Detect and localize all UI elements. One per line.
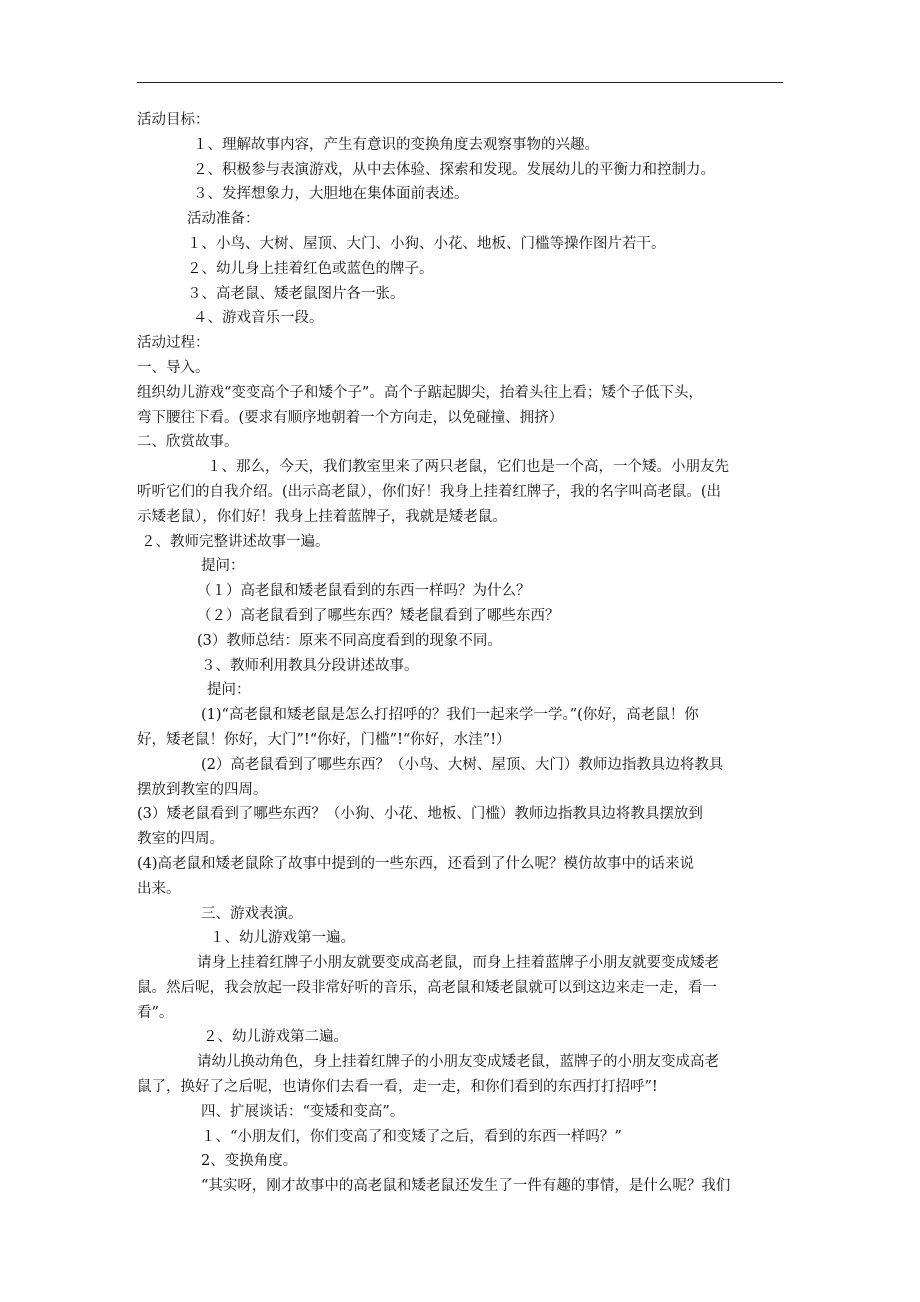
preparation-item: １、小鸟、大树、屋顶、大门、小狗、小花、地板、门槛等操作图片若干。 xyxy=(187,235,666,252)
preparation-item: ３、高老鼠、矮老鼠图片各一张。 xyxy=(187,285,405,302)
document-body xyxy=(137,108,787,1199)
paragraph-line: 看”。 xyxy=(137,1004,174,1021)
paragraph-line: 弯下腰往下看。(要求有顺序地朝着一个方向走，以免碰撞、拥挤） xyxy=(137,409,564,426)
paragraph-line: 示矮老鼠），你们好！我身上挂着蓝牌子，我就是矮老鼠。 xyxy=(137,508,507,525)
goal-item: ２、积极参与表演游戏，从中去体验、探索和发现。发展幼儿的平衡力和控制力。 xyxy=(193,161,715,178)
section-heading-goals: 活动目标： xyxy=(137,112,210,128)
step-heading: 三、游戏表演。 xyxy=(201,905,303,922)
paragraph-line: 请身上挂着红牌子小朋友就要变成高老鼠，而身上挂着蓝牌子小朋友就要变成矮老 xyxy=(197,955,719,972)
section-heading-preparation: 活动准备： xyxy=(187,211,260,228)
question-item: （２）高老鼠看到了哪些东西？矮老鼠看到了哪些东西？ xyxy=(197,607,560,624)
paragraph-line: ３、教师利用教具分段讲述故事。 xyxy=(201,657,419,674)
paragraph-line: １、那么，今天，我们教室里来了两只老鼠，它们也是一个高，一个矮。小朋友先 xyxy=(207,459,729,476)
question-item: （１）高老鼠和矮老鼠看到的东西一样吗？为什么？ xyxy=(197,583,531,600)
goal-item: ３、发挥想象力，大胆地在集体面前表述。 xyxy=(193,186,469,203)
paragraph-line: 好，矮老鼠！你好，大门”!“你好，门槛”!“你好，水洼”!） xyxy=(137,731,511,748)
goal-item: １、理解故事内容，产生有意识的变换角度去观察事物的兴趣。 xyxy=(193,136,599,153)
paragraph-line: 摆放到教室的四周。 xyxy=(137,781,268,798)
question-item: (2）高老鼠看到了哪些东西？（小鸟、大树、屋顶、大门）教师边指教具边将教具 xyxy=(201,756,724,773)
paragraph-line: ２、幼儿游戏第二遍。 xyxy=(203,1029,348,1046)
paragraph-line: １、幼儿游戏第一遍。 xyxy=(210,930,355,947)
preparation-item: ４、游戏音乐一段。 xyxy=(193,310,324,327)
paragraph-line: １、“小朋友们，你们变高了和变矮了之后，看到的东西一样吗？” xyxy=(201,1128,622,1145)
header-rule xyxy=(137,82,783,83)
paragraph-line: 请幼儿换动角色，身上挂着红牌子的小朋友变成矮老鼠，蓝牌子的小朋友变成高老 xyxy=(197,1054,719,1071)
paragraph-line: 出来。 xyxy=(137,880,181,897)
paragraph-line: 组织幼儿游戏“变变高个子和矮个子”。高个子踮起脚尖，抬着头往上看；矮个子低下头， xyxy=(137,384,703,401)
paragraph-line: “其实呀，刚才故事中的高老鼠和矮老鼠还发生了一件有趣的事情，是什么呢？我们 xyxy=(201,1178,731,1195)
paragraph-line: 2、变换角度。 xyxy=(201,1153,298,1170)
question-heading: 提问： xyxy=(201,558,245,575)
question-item: (3）矮老鼠看到了哪些东西？（小狗、小花、地板、门槛）教师边指教具边将教具摆放到 xyxy=(137,806,703,823)
section-heading-process: 活动过程： xyxy=(137,335,210,352)
step-heading: 二、欣赏故事。 xyxy=(137,434,239,451)
paragraph-line: 教室的四周。 xyxy=(137,831,224,848)
paragraph-line: 鼠。然后呢，我会放起一段非常好听的音乐，高老鼠和矮老鼠就可以到这边来走一走，看一 xyxy=(137,979,717,996)
question-item: (1)“高老鼠和矮老鼠是怎么打招呼的？我们一起来学一学。”(你好，高老鼠！你 xyxy=(201,707,699,724)
question-item: (3）教师总结：原来不同高度看到的现象不同。 xyxy=(197,632,502,649)
step-heading: 一、导入。 xyxy=(137,359,210,376)
step-heading: 四、扩展谈话：“变矮和变高”。 xyxy=(201,1103,405,1120)
paragraph-line: 听听它们的自我介绍。(出示高老鼠），你们好！我身上挂着红牌子，我的名字叫高老鼠。(出 xyxy=(137,483,722,500)
question-heading: 提问： xyxy=(207,682,251,699)
paragraph-line: ２、教师完整讲述故事一遍。 xyxy=(141,533,330,550)
preparation-item: ２、幼儿身上挂着红色或蓝色的牌子。 xyxy=(187,260,434,277)
question-item: (4)高老鼠和矮老鼠除了故事中提到的一些东西，还看到了什么呢？模仿故事中的话来说 xyxy=(137,855,695,872)
paragraph-line: 鼠了，换好了之后呢，也请你们去看一看，走一走，和你们看到的东西打打招呼”! xyxy=(137,1079,658,1096)
